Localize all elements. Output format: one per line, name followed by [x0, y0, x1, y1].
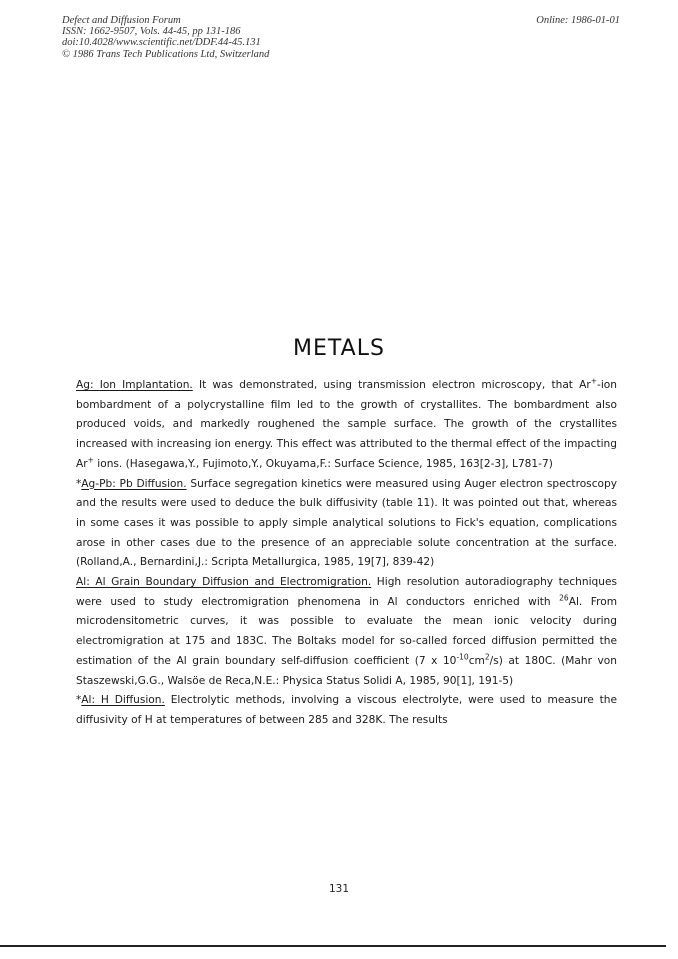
entry-heading: Al: Al Grain Boundary Diffusion and Electromigration.: [76, 576, 372, 589]
entry-ag-ion-implantation: Ag: Ion Implantation. It was demonstrated, using transmission electron microscopy, that Ar+-ion bombardment of a polycrystalline film led to the growth of crystallites. The bombardment also produced voids, and markedly roughened the sample surface. The growth of the crystallites increased with increasing ion energy. This effect was attributed to the thermal effect of the impacting Ar+ ions. (Hasegawa,Y., Fujimoto,Y., Okuyama,F.: Surface Science, 1985, 163[2-3], L781-7): [76, 376, 617, 470]
entry-ag-pb-diffusion: *Ag-Pb: Pb Diffusion. Surface segregation kinetics were measured using Auger electron spectroscopy and the results were used to deduce the bulk diffusivity (table 11). It was pointed out that, whereas in some cases it was possible to apply simple analytical solutions to Fick's equation, complications arose in other cases due to the presence of an appreciable solute concentration at the surface. (Rolland,A., Bernardini,J.: Scripta Metallurgica, 1985, 19[7], 839-42): [76, 477, 618, 569]
article-body: [76, 376, 617, 731]
page-number: 131: [328, 883, 350, 895]
doi-line: doi:10.4028/www.scientific.net/DDF.44-45.131: [62, 37, 261, 49]
entry-heading: Al: H Diffusion.: [81, 694, 165, 707]
online-date: Online: 1986-01-01: [536, 15, 620, 26]
entry-al-grain-boundary: Al: Al Grain Boundary Diffusion and Electromigration. High resolution autoradiography techniques were used to study electromigration phenomena in Al conductors enriched with $^{26}$Al. From microdensitometric curves, it was possible to evaluate the mean ionic velocity during electromigration at 175 and 183C. The Boltaks model for so-called forced diffusion permitted the estimation of the Al grain boundary self-diffusion coefficient (7 x $10^{-10}cm^2/s$) at 180C. (Mahr von Staszewski,G.G., Walsöe de Reca,N.E.: Physica Status Solidi A, 1985, 90[1], 191-5): [76, 576, 618, 687]
section-title: METALS: [293, 336, 385, 361]
entry-heading: Ag: Ion Implantation.: [76, 379, 193, 391]
copyright-line: © 1986 Trans Tech Publications Ltd, Switzerland: [62, 48, 270, 60]
journal-name: Defect and Diffusion Forum: [62, 15, 181, 26]
issn-line: ISSN: 1662-9507, Vols. 44-45, pp 131-186: [62, 26, 241, 38]
footer-rule: [0, 945, 666, 947]
online-date-header: [536, 15, 620, 26]
entry-heading: Ag-Pb: Pb Diffusion.: [81, 477, 187, 490]
entry-al-h-diffusion: *Al: H Diffusion. Electrolytic methods, involving a viscous electrolyte, were used to measure the diffusivity of H at temperatures of between 285 and 328K. The results: [76, 694, 617, 726]
running-header: [62, 15, 269, 60]
